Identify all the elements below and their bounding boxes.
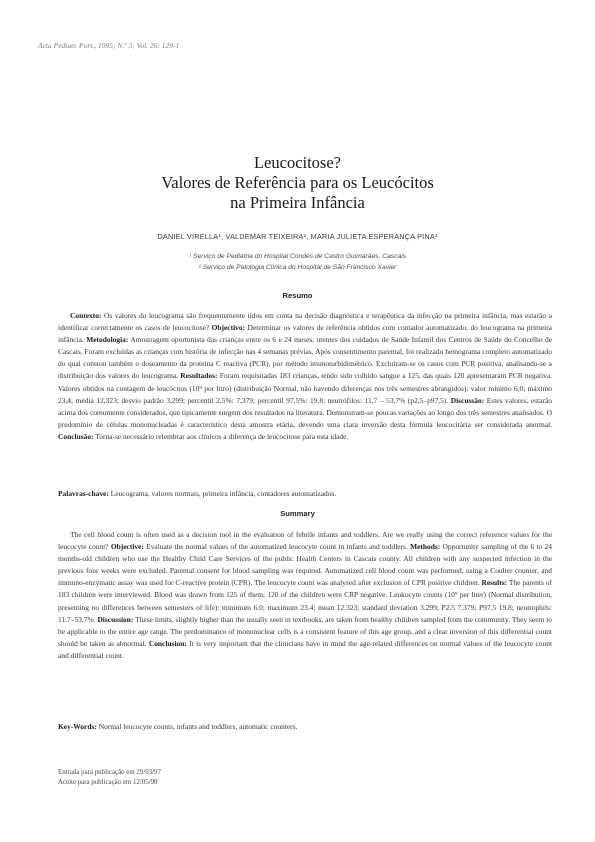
palavras-chave-text: Leucograma, valores normais, primeira infância, contadores automatizados. <box>108 489 337 498</box>
conclusao-label: Conclusão: <box>58 431 94 441</box>
summary-paragraph <box>58 529 552 662</box>
metodologia-label: Metodologia: <box>86 335 129 345</box>
palavras-chave <box>58 488 552 500</box>
received-date: Entrada para publicação em 29/03/97 <box>58 769 161 776</box>
accepted-date: Aceite para publicação em 12/05/98 <box>58 779 158 786</box>
title-line-2: Valores de Referência para os Leucócitos <box>161 173 434 192</box>
discussion-text: These limits, slightly higher than the usually seen in textbooks, are taken from healthy children sampled from the community. They seem to be applicable to the entire age range. The predominance of mononuclear cells is a consistent feature of this age group, and a clear inversion of this differential count should be taken as abnormal. <box>58 614 552 648</box>
objective-text: Evaluate the normal values of the automatized leucocyte count in infants and toddlers. <box>143 542 411 552</box>
discussion-label: Discussion: <box>97 614 134 624</box>
key-words-label: Key-Words: <box>58 722 97 731</box>
conclusion-label: Conclusion: <box>148 638 187 648</box>
affiliation-2: ² Serviço de Patologia Clínica do Hospital de São Francisco Xavier <box>198 264 397 271</box>
affiliation-1: ¹ Serviço de Pediatria do Hospital Condes de Castro Guimarães, Cascais <box>188 253 407 260</box>
author-list: DANIEL VIRELLA¹, VALDEMAR TEIXEIRA¹, MARIA JULIETA ESPERANÇA PINA¹ <box>157 232 438 241</box>
summary-heading: Summary <box>280 509 315 518</box>
resultados-text: Foram requisitadas 183 crianças, tendo sido colhido sangue a 125, das quais 120 apresentaram PCR negativa. Valores obtidos na contagem de leucócitos (10⁹ por litro) (distribuição Normal, não havendo diferenças nos três semestres abrangidos): valor mínimo 6,0; máximo 23,4; média 12,323; desvio padrão 3,299; percentil 2,5%: 7,379; percentil 97,5%: 19,8; neutrófilos: 11,7 – 53,7% (p2,5–p97,5). <box>58 371 552 405</box>
palavras-chave-label: Palavras-chave: <box>58 489 109 498</box>
journal-reference: Acta Pediatr. Port., 1995; N.º 3; Vol. 26: 129-1 <box>38 41 180 50</box>
conclusion-text: It is very important that the clinicians have in mind the age-related differences on normal values of the leucocyte count and differential count. <box>58 638 553 660</box>
discussao-text: Estes valores, estarão acima dos comumente considerados, que tipicamente surgem dos resultados na literatura. Demonstram-se poucas variações ao longo dos três semestres analisados. O predomínio de células mononucleadas é característico desta amostra etária, devendo uma clara inversão desta fórmula leucocitária ser considerada anormal. <box>58 395 552 429</box>
metodologia-text: Amostragem oportunista das crianças entre os 6 e 24 meses, utentes dos cuidados de Saúde Infantil dos Centros de Saúde do Concelho de Cascais. Foram excluídas as crianças com história de infecção nas 4 semanas prévias. Após consentimento parental, foi realizado hemograma completo automatizado do qual constou também o doseamento da proteína C reactiva (PCR), por método imunoturbidimétrico. Excluíram-se os casos com PCR positiva, analisando-se a distribuição dos valores do leucograma. <box>58 335 552 381</box>
contexto-label: Contexto: <box>70 311 102 320</box>
objective-label: Objective: <box>110 542 144 552</box>
resumo-heading: Resumo <box>282 291 313 300</box>
resultados-label: Resultados: <box>180 371 218 381</box>
key-words-text: Normal leucocyte counts, infants and toddlers, automatic counters. <box>96 722 298 731</box>
discussao-label: Discussão: <box>450 395 485 405</box>
objectivo-text: Determinar os valores de referência obtidos com contador automatizado, do leucograma na primeira infância. <box>58 323 552 345</box>
methods-label: Methods: <box>410 542 441 552</box>
contexto-text: Os valores do leucograma são frequentemente tidos em conta na decisão diagnóstica e terapêutica da infecção na primeira infância, mas estarão a identificar correctamente os casos de leucocitose? <box>58 311 552 333</box>
methods-text: Opportunity sampling of the 6 to 24 months-old children who use the Healthy Child Care Services of the public Health Centers in Cascais county. All children with any suspected infection in the previous four weeks were excluded. Parental consent for blood sampling was required. Automatized cell blood count was performed, using a Coulter counter, and immuno-enzymatic assay was used for C-reactive protein (CPR). The leucocyte count was analysed after exclusion of CPR positive children. <box>58 542 552 588</box>
key-words <box>58 721 552 733</box>
title-line-1: Leucocitose? <box>253 153 342 172</box>
conclusao-text: Torna-se necessário relembrar aos clínicos a diferença de leucocitose para esta idade. <box>93 431 349 441</box>
results-label: Results: <box>481 578 508 588</box>
resumo-paragraph <box>58 310 552 443</box>
objectivo-label: Objectivo: <box>211 323 246 333</box>
results-text: The parents of 183 children were interviewed. Blood was drawn from 125 of them; 120 of the children were CRP negative. Leukocyte counts (10⁹ per liter) (Normal distribution, presenting no differences between semesters of life): minimum 6.0; maximum 23.4; mean 12.323; standard deviation 3.299; P2.5 7.379; P97.5 19.8; neutrophils: 11.7–53.7%. <box>58 578 552 624</box>
title-line-3: na Primeira Infância <box>230 193 365 212</box>
summary-intro: The cell blood count is often used as a decision tool in the evaluation of febrile infants and toddlers. Are we really using the correct reference values for the leucocyte count? <box>58 530 552 552</box>
